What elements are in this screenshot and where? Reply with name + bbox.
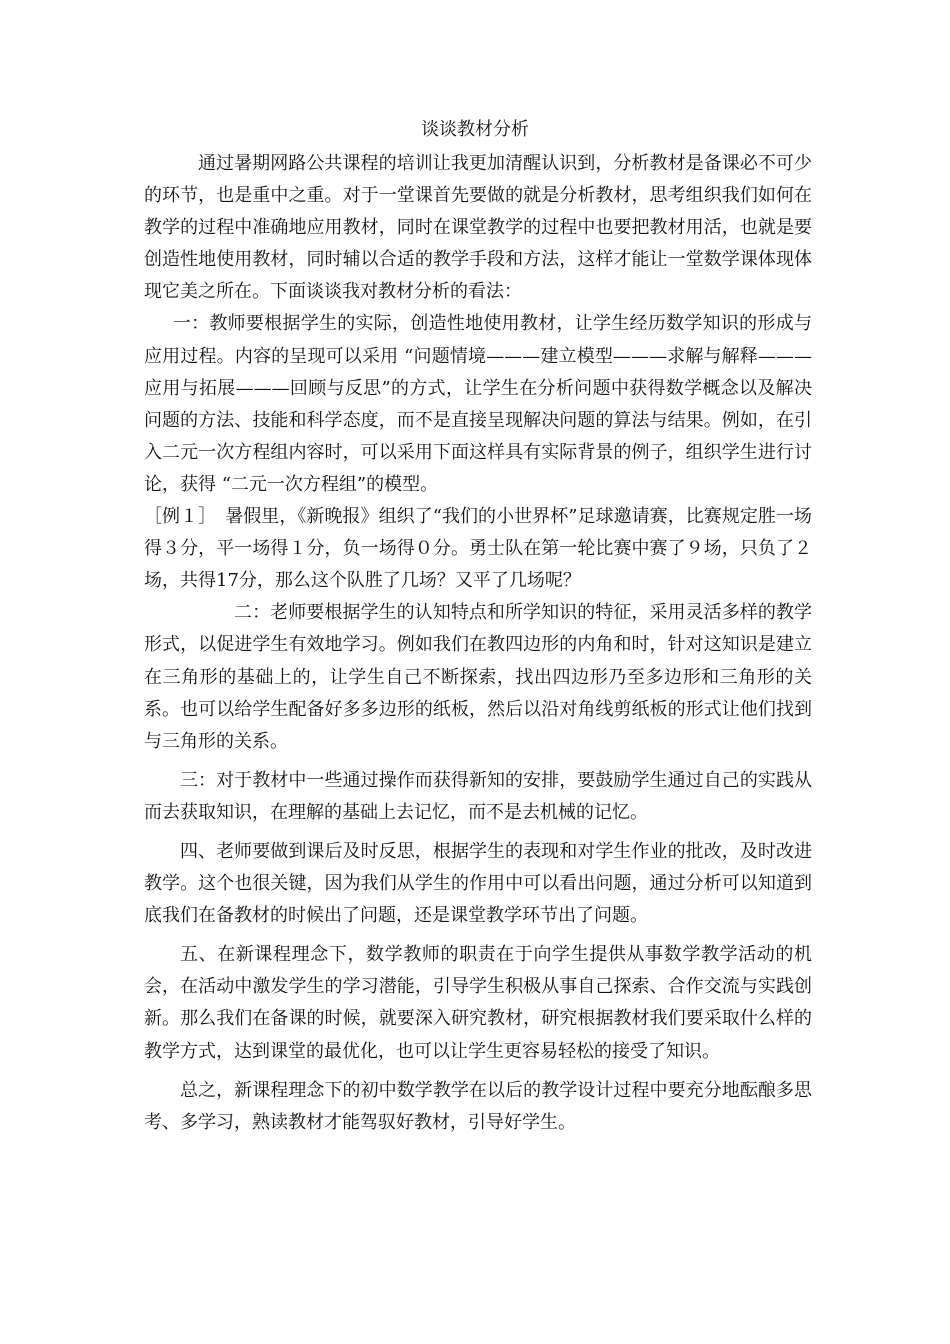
paragraph-conclusion: 总之，新课程理念下的初中数学教学在以后的教学设计过程中要充分地酝酿多思考、多学习，熟读教材才能驾驭好教材，引导好学生。 — [144, 1079, 812, 1133]
paragraph-point-5: 五、在新课程理念下，数学教师的职责在于向学生提供从事数学教学活动的机会，在活动中激发学生的学习潜能，引导学生积极从事自己探索、合作交流与实践创新。那么我们在备课的时候，就要深入研究教材，研究根据教材我们要采取什么样的教学方式，达到课堂的最优化，也可以让学生更容易轻松的接受了知识。 — [144, 944, 812, 1062]
paragraph-point-3: 三：对于教材中一些通过操作而获得新知的安排，要鼓励学生通过自己的实践从而去获取知识，在理解的基础上去记忆，而不是去机械的记忆。 — [144, 769, 812, 823]
paragraph-intro: 通过暑期网路公共课程的培训让我更加清醒认识到，分析教材是备课必不可少的环节，也是重中之重。对于一堂课首先要做的就是分析教材，思考组织我们如何在教学的过程中准确地应用教材，同时在课堂教学的过程中也要把教材用活，也就是要创造性地使用教材，同时辅以合适的教学手段和方法，这样才能让一堂数学课体现体现它美之所在。下面谈谈我对教材分析的看法： — [144, 153, 812, 303]
document-body — [144, 148, 812, 1139]
paragraph-example-1: ［例１］ 暑假里，《新晚报》组织了“我们的小世界杯”足球邀请赛，比赛规定胜一场得３分，平一场得１分，负一场得０分。勇士队在第一轮比赛中赛了９场，只负了２场，共得17分，那么这个队胜了几场？又平了几场呢？ — [144, 506, 812, 592]
paragraph-point-4: 四、老师要做到课后及时反思，根据学生的表现和对学生作业的批改，及时改进教学。这个也很关键，因为我们从学生的作用中可以看出问题，通过分析可以知道到底我们在备教材的时候出了问题，还是课堂教学环节出了问题。 — [144, 840, 812, 927]
paragraph-point-2: 二：老师要根据学生的认知特点和所学知识的特征，采用灵活多样的教学形式，以促进学生有效地学习。例如我们在教四边形的内角和时，针对这知识是建立在三角形的基础上的，让学生自己不断探索，找出四边形乃至多边形和三角形的关系。也可以给学生配备好多多边形的纸板，然后以沿对角线剪纸板的形式让他们找到与三角形的关系。 — [144, 602, 812, 752]
document-title: 谈谈教材分析 — [421, 119, 529, 140]
paragraph-point-1: 一：教师要根据学生的实际，创造性地使用教材，让学生经历数学知识的形成与应用过程。内容的呈现可以采用 “问题情境———建立模型———求解与解释———应用与拓展———回顾与反思”的方式，让学生在分析问题中获得数学概念以及解决问题的方法、技能和科学态度，而不是直接呈现解决问题的算法与结果。例如，在引入二元一次方程组内容时，可以采用下面这样具有实际背景的例子，组织学生进行讨论，获得 “二元一次方程组”的模型。 — [144, 313, 812, 495]
